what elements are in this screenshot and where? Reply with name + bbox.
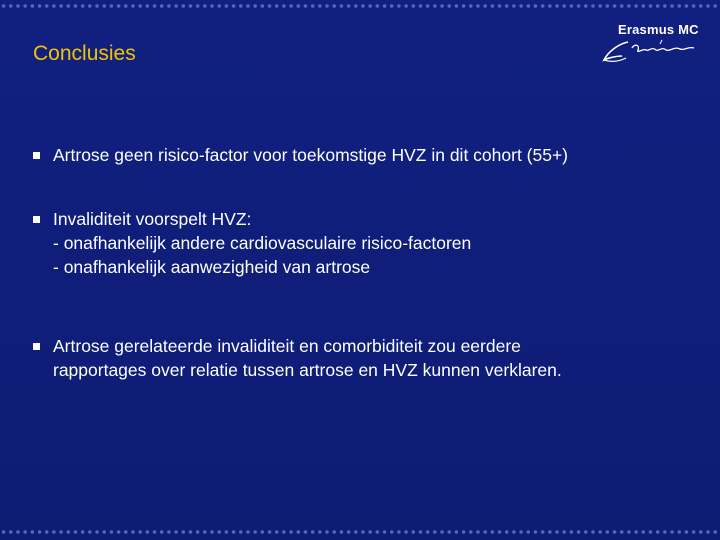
bullet-subline: - onafhankelijk aanwezigheid van artrose xyxy=(53,257,371,277)
bullet-marker xyxy=(33,152,40,159)
bullet-marker xyxy=(33,216,40,223)
bullet-subline: - onafhankelijk andere cardiovasculaire risico-factoren xyxy=(53,233,472,253)
bullet-text: Invaliditeit voorspelt HVZ: xyxy=(53,209,252,229)
bullet-item-3 xyxy=(33,334,562,382)
slide-title: Conclusies xyxy=(33,42,136,65)
bullet-marker xyxy=(33,343,40,350)
signature-icon xyxy=(600,38,710,70)
bullet-item-1 xyxy=(33,143,568,167)
bullet-text-continued: rapportages over relatie tussen artrose en HVZ kunnen verklaren. xyxy=(53,360,562,380)
erasmus-mc-logo xyxy=(600,20,710,70)
bullet-item-2 xyxy=(33,207,471,279)
logo-wordmark: Erasmus MC xyxy=(618,22,699,37)
bottom-dotted-border xyxy=(0,529,720,535)
bullet-text: Artrose geen risico-factor voor toekomstige HVZ in dit cohort (55+) xyxy=(53,145,569,165)
bullet-text: Artrose gerelateerde invaliditeit en comorbiditeit zou eerdere xyxy=(53,336,521,356)
top-dotted-border xyxy=(0,3,720,9)
